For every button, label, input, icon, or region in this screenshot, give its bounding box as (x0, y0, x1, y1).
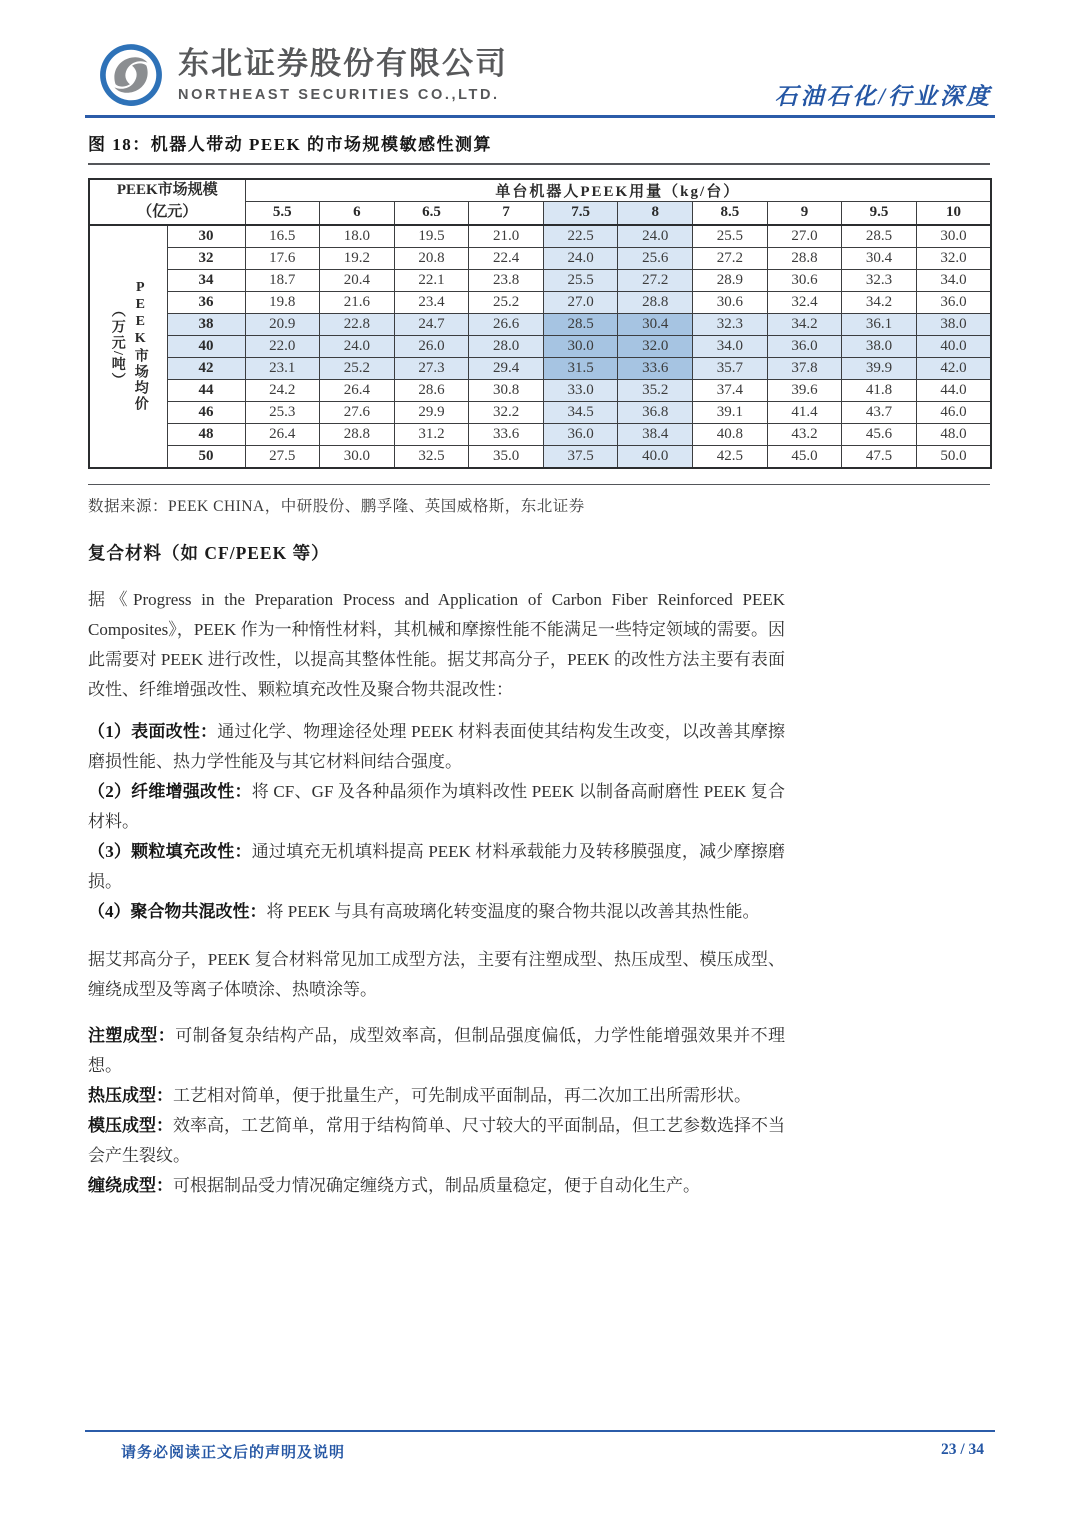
table-cell: 45.0 (767, 445, 842, 468)
table-cell: 24.2 (245, 379, 320, 401)
table-row (89, 291, 991, 313)
table-cell: 38.0 (916, 313, 991, 335)
row-group-label: （万元/吨） PEEK市场均价 (89, 225, 167, 468)
table-cell: 22.1 (394, 269, 469, 291)
table-cell: 40.0 (618, 445, 693, 468)
table-cell: 32.0 (916, 247, 991, 269)
table-cell: 25.2 (320, 357, 395, 379)
table-cell: 26.4 (245, 423, 320, 445)
table-row (89, 401, 991, 423)
table-cell: 24.0 (543, 247, 618, 269)
main-content (88, 130, 990, 1201)
table-cell: 25.3 (245, 401, 320, 423)
table-cell: 33.6 (618, 357, 693, 379)
table-cell: 28.6 (394, 379, 469, 401)
table-cell: 32.2 (469, 401, 544, 423)
table-cell: 23.8 (469, 269, 544, 291)
body-text-column (88, 540, 785, 1201)
sensitivity-table (88, 178, 992, 469)
company-name-cn: 东北证券股份有限公司 (178, 46, 508, 82)
figure-title: 图 18：机器人带动 PEEK 的市场规模敏感性测算 (88, 135, 493, 154)
table-cell: 30.4 (618, 313, 693, 335)
list-item (88, 1111, 785, 1171)
table-cell: 30.0 (916, 225, 991, 248)
section-heading-composite: 复合材料（如 CF/PEEK 等） (88, 543, 330, 563)
table-cell: 33.0 (543, 379, 618, 401)
table-cell: 46.0 (916, 401, 991, 423)
table-cell: 21.0 (469, 225, 544, 248)
table-cell: 36.0 (543, 423, 618, 445)
table-cell: 47.5 (842, 445, 917, 468)
table-cell: 38.4 (618, 423, 693, 445)
table-cell: 30.6 (767, 269, 842, 291)
table-cell: 25.2 (469, 291, 544, 313)
list-item-term: 热压成型： (88, 1086, 173, 1105)
table-cell: 35.0 (469, 445, 544, 468)
col-header: 8.5 (693, 202, 768, 225)
row-header: 32 (167, 247, 245, 269)
row-header: 46 (167, 401, 245, 423)
company-name-en: NORTHEAST SECURITIES CO.,LTD. (178, 86, 500, 103)
table-cell: 25.5 (693, 225, 768, 248)
table-cell: 40.8 (693, 423, 768, 445)
list-item (88, 897, 785, 927)
table-cell: 29.4 (469, 357, 544, 379)
table-cell: 31.2 (394, 423, 469, 445)
table-cell: 23.1 (245, 357, 320, 379)
table-cell: 20.9 (245, 313, 320, 335)
table-cell: 34.0 (693, 335, 768, 357)
table-cell: 24.0 (618, 225, 693, 248)
table-cell: 30.0 (543, 335, 618, 357)
table-row (89, 379, 991, 401)
table-cell: 28.8 (767, 247, 842, 269)
table-cell: 18.0 (320, 225, 395, 248)
paragraph-modification-intro: 据《Progress in the Preparation Process and Application of Carbon Fiber Reinforced PEEK Composites》，PEEK 作为一种惰性材料，其机械和摩擦性能不能满足一些特定领域的需要。因此需要对 PEEK 进行改性，以提高其整体性能。据艾邦高分子，PEEK 的改性方法主要有表面改性、纤维增强改性、颗粒填充改性及聚合物共混改性： (88, 590, 785, 699)
col-header: 6 (320, 202, 395, 225)
col-header: 10 (916, 202, 991, 225)
table-cell: 27.6 (320, 401, 395, 423)
page-number: 23 / 34 (940, 1441, 984, 1458)
table-row (89, 225, 991, 248)
row-header: 34 (167, 269, 245, 291)
table-cell: 28.8 (618, 291, 693, 313)
table-cell: 38.0 (842, 335, 917, 357)
table-cell: 26.6 (469, 313, 544, 335)
table-cell: 30.0 (320, 445, 395, 468)
list-item-term: 缠绕成型： (88, 1176, 173, 1195)
list-item-term: 模压成型： (88, 1116, 173, 1135)
table-cell: 30.4 (842, 247, 917, 269)
table-cell: 28.8 (320, 423, 395, 445)
row-header: 30 (167, 225, 245, 248)
row-header: 38 (167, 313, 245, 335)
table-row (89, 445, 991, 468)
table-cell: 41.4 (767, 401, 842, 423)
list-item-term: （4）聚合物共混改性： (88, 902, 267, 921)
table-cell: 23.4 (394, 291, 469, 313)
list-item-text: 效率高，工艺简单，常用于结构简单、尺寸较大的平面制品，但工艺参数选择不当会产生裂纹。 (88, 1116, 785, 1165)
table-cell: 44.0 (916, 379, 991, 401)
industry-label: 石油石化/行业深度 (774, 84, 992, 109)
table-cell: 32.3 (842, 269, 917, 291)
table-cell: 39.1 (693, 401, 768, 423)
table-group-header: 单台机器人PEEK用量（kg/台） (245, 179, 991, 202)
molding-list (88, 1021, 785, 1201)
list-item-term: （1）表面改性： (88, 722, 218, 741)
table-cell: 27.5 (245, 445, 320, 468)
table-cell: 24.7 (394, 313, 469, 335)
table-cell: 42.0 (916, 357, 991, 379)
table-cell: 28.5 (842, 225, 917, 248)
footer-disclaimer: 请务必阅读正文后的声明及说明 (121, 1445, 346, 1461)
table-cell: 16.5 (245, 225, 320, 248)
list-item-term: （2）纤维增强改性： (88, 782, 252, 801)
table-cell: 34.2 (842, 291, 917, 313)
table-cell: 27.0 (767, 225, 842, 248)
col-header: 7 (469, 202, 544, 225)
row-header: 40 (167, 335, 245, 357)
table-cell: 36.0 (767, 335, 842, 357)
table-cell: 24.0 (320, 335, 395, 357)
company-name-block (178, 47, 508, 102)
header-divider (85, 115, 995, 118)
table-cell: 37.8 (767, 357, 842, 379)
list-item (88, 1171, 785, 1201)
table-cell: 50.0 (916, 445, 991, 468)
footer-divider (85, 1430, 995, 1432)
table-cell: 32.4 (767, 291, 842, 313)
table-cell: 42.5 (693, 445, 768, 468)
table-cell: 30.6 (693, 291, 768, 313)
table-row (89, 247, 991, 269)
table-cell: 32.3 (693, 313, 768, 335)
row-header: 44 (167, 379, 245, 401)
modification-list (88, 717, 785, 927)
table-cell: 27.2 (618, 269, 693, 291)
list-item-text: 可根据制品受力情况确定缠绕方式，制品质量稳定，便于自动化生产。 (173, 1176, 700, 1195)
table-cell: 22.8 (320, 313, 395, 335)
row-header: 36 (167, 291, 245, 313)
list-item (88, 1021, 785, 1081)
table-cell: 34.0 (916, 269, 991, 291)
table-cell: 35.7 (693, 357, 768, 379)
table-cell: 35.2 (618, 379, 693, 401)
table-cell: 30.8 (469, 379, 544, 401)
table-cell: 27.2 (693, 247, 768, 269)
col-header: 9.5 (842, 202, 917, 225)
table-cell: 36.8 (618, 401, 693, 423)
figure-top-rule (88, 163, 990, 165)
table-cell: 41.8 (842, 379, 917, 401)
row-header: 42 (167, 357, 245, 379)
table-cell: 26.4 (320, 379, 395, 401)
table-cell: 39.6 (767, 379, 842, 401)
row-header: 48 (167, 423, 245, 445)
list-item-text: 将 CF、GF 及各种晶须作为填料改性 PEEK 以制备高耐磨性 PEEK 复合材料。 (88, 782, 785, 831)
table-row (89, 269, 991, 291)
table-cell: 17.6 (245, 247, 320, 269)
row-header: 50 (167, 445, 245, 468)
table-cell: 19.2 (320, 247, 395, 269)
table-cell: 22.4 (469, 247, 544, 269)
table-cell: 20.4 (320, 269, 395, 291)
table-cell: 36.1 (842, 313, 917, 335)
list-item-term: 注塑成型： (88, 1026, 176, 1045)
table-cell: 37.4 (693, 379, 768, 401)
table-cell: 31.5 (543, 357, 618, 379)
table-cell: 32.0 (618, 335, 693, 357)
table-cell: 19.8 (245, 291, 320, 313)
table-cell: 34.2 (767, 313, 842, 335)
report-header-brand (98, 42, 508, 108)
table-cell: 28.9 (693, 269, 768, 291)
col-header: 9 (767, 202, 842, 225)
list-item-text: 可制备复杂结构产品，成型效率高，但制品强度偏低，力学性能增强效果并不理想。 (88, 1026, 786, 1075)
table-cell: 48.0 (916, 423, 991, 445)
table-row (89, 313, 991, 335)
table-row (89, 335, 991, 357)
table-cell: 27.3 (394, 357, 469, 379)
table-row (89, 357, 991, 379)
table-cell: 43.7 (842, 401, 917, 423)
company-logo-icon (98, 42, 164, 108)
list-item-text: 工艺相对简单，便于批量生产，可先制成平面制品，再二次加工出所需形状。 (173, 1086, 751, 1105)
table-cell: 22.5 (543, 225, 618, 248)
table-cell: 43.2 (767, 423, 842, 445)
table-cell: 40.0 (916, 335, 991, 357)
table-cell: 26.0 (394, 335, 469, 357)
col-header: 7.5 (543, 202, 618, 225)
table-corner-header: PEEK市场规模 （亿元） (89, 179, 245, 225)
list-item (88, 837, 785, 897)
list-item-text: 通过化学、物理途径处理 PEEK 材料表面使其结构发生改变，以改善其摩擦磨损性能、热力学性能及与其它材料间结合强度。 (88, 722, 786, 771)
figure-bottom-rule (88, 484, 990, 486)
table-cell: 29.9 (394, 401, 469, 423)
table-cell: 22.0 (245, 335, 320, 357)
list-item (88, 1081, 785, 1111)
table-cell: 25.5 (543, 269, 618, 291)
list-item (88, 717, 785, 777)
table-cell: 28.0 (469, 335, 544, 357)
table-cell: 27.0 (543, 291, 618, 313)
table-cell: 28.5 (543, 313, 618, 335)
col-header: 8 (618, 202, 693, 225)
table-cell: 32.5 (394, 445, 469, 468)
table-cell: 39.9 (842, 357, 917, 379)
table-cell: 33.6 (469, 423, 544, 445)
table-cell: 45.6 (842, 423, 917, 445)
list-item-term: （3）颗粒填充改性： (88, 842, 252, 861)
table-cell: 36.0 (916, 291, 991, 313)
list-item-text: 将 PEEK 与具有高玻璃化转变温度的聚合物共混以改善其热性能。 (266, 902, 760, 921)
list-item-text: 通过填充无机填料提高 PEEK 材料承载能力及转移膜强度，减少摩擦磨损。 (88, 842, 786, 891)
table-cell: 18.7 (245, 269, 320, 291)
table-cell: 37.5 (543, 445, 618, 468)
table-cell: 21.6 (320, 291, 395, 313)
col-header: 5.5 (245, 202, 320, 225)
paragraph-molding-intro: 据艾邦高分子，PEEK 复合材料常见加工成型方法，主要有注塑成型、热压成型、模压成型、缠绕成型及等离子体喷涂、热喷涂等。 (88, 950, 785, 999)
table-cell: 20.8 (394, 247, 469, 269)
table-cell: 25.6 (618, 247, 693, 269)
list-item (88, 777, 785, 837)
col-header: 6.5 (394, 202, 469, 225)
table-cell: 19.5 (394, 225, 469, 248)
table-row (89, 423, 991, 445)
table-cell: 34.5 (543, 401, 618, 423)
data-source: 数据来源：PEEK CHINA，中研股份、鹏孚隆、英国威格斯，东北证券 (88, 498, 585, 515)
